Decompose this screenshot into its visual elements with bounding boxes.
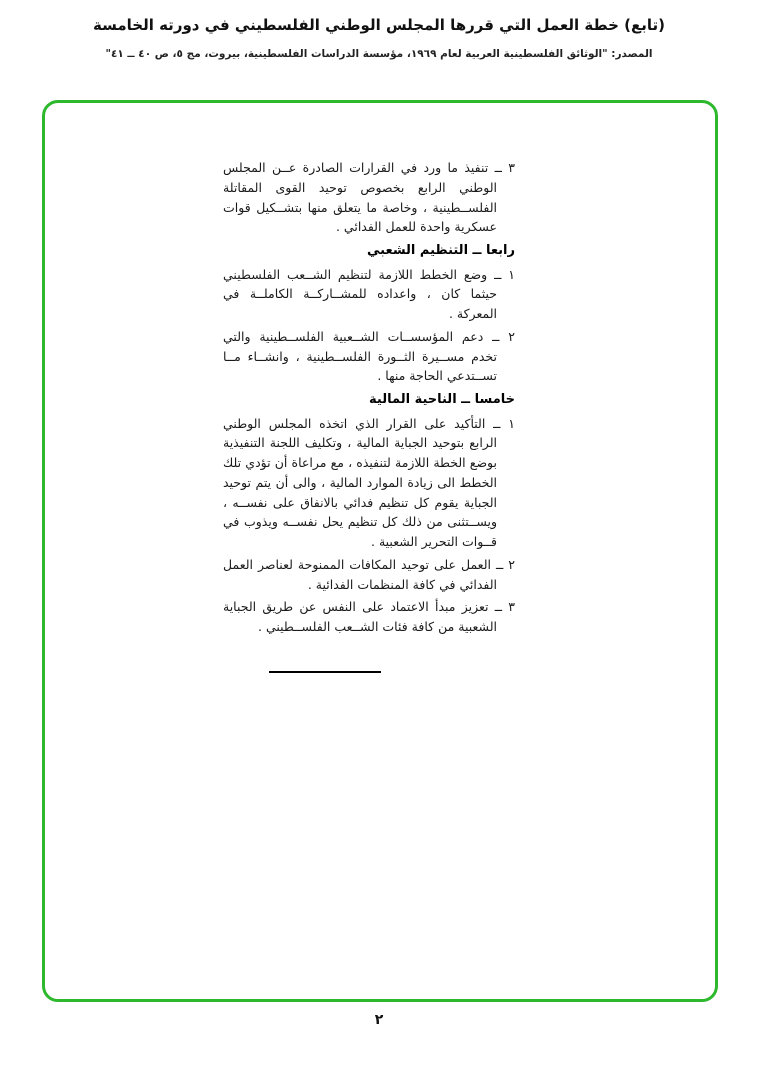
- list-item-3-self-reliance: ٣ ــ تعزيز مبدأ الاعتماد على النفس عن طريق الجباية الشعبية من كافة فئات الشــعب الفلســطيني .: [223, 599, 515, 635]
- page-header: [0, 16, 758, 60]
- list-item-1-plans: ١ ــ وضع الخطط اللازمة لتنظيم الشــعب الفلسطيني حيثما كان ، واعداده للمشــاركــة الكاملــة في المعركة .: [223, 266, 515, 322]
- text-column: [223, 158, 515, 673]
- section-heading-financial: خامسا ــ الناحية المالية: [369, 392, 515, 408]
- document-title: (تابع) خطة العمل التي قررها المجلس الوطني الفلسطيني في دورته الخامسة: [93, 16, 665, 34]
- list-item-3-military: ٣ ــ تنفيذ ما ورد في القرارات الصادرة عــن المجلس الوطني الرابع بخصوص توحيد القوى المقاتلة الفلســطينية ، وخاصة ما يتعلق منها بتشــكيل قوات عسكرية واحدة للعمل الفدائي .: [223, 160, 515, 235]
- source-citation: المصدر: "الوثائق الفلسطينية العربية لعام ١٩٦٩، مؤسسة الدراسات الفلسطينية، بيروت، مج ٥، ص ٤٠ ــ ٤١": [105, 48, 653, 60]
- list-item-2-institutions: ٢ ــ دعم المؤسســات الشــعبية الفلســطينية والتي تخدم مســيرة الثــورة الفلســطينية ، وانشــاء مــا تســتدعي الحاجة منها .: [223, 328, 515, 384]
- scan-frame-border: [42, 100, 718, 1002]
- page-number: ٢: [374, 1012, 384, 1028]
- section-heading-popular-organization: رابعا ــ التنظيم الشعبي: [367, 243, 515, 258]
- list-item-2-rewards: ٢ ــ العمل على توحيد المكافات الممنوحة لعناصر العمل الفدائي في كافة المنظمات الفدائية .: [223, 556, 515, 592]
- end-of-text-divider: [269, 671, 381, 673]
- list-item-1-collection: ١ ــ التأكيد على القرار الذي اتخذه المجلس الوطني الرابع بتوحيد الجباية المالية ، وتكليف اللجنة التنفيذية بوضع الخطة اللازمة لتنفيذه ، مع مراعاة أن تؤدي تلك الخطط الى زيادة الموارد المالية ، والى أن يتم توحيد الجباية يقوم كل تنظيم فدائي بالانفاق على نفســه ، ويســتثنى من ذلك كل تنظيم يحل نفســه ويذوب في قــوات التحرير الشعبية .: [223, 415, 515, 550]
